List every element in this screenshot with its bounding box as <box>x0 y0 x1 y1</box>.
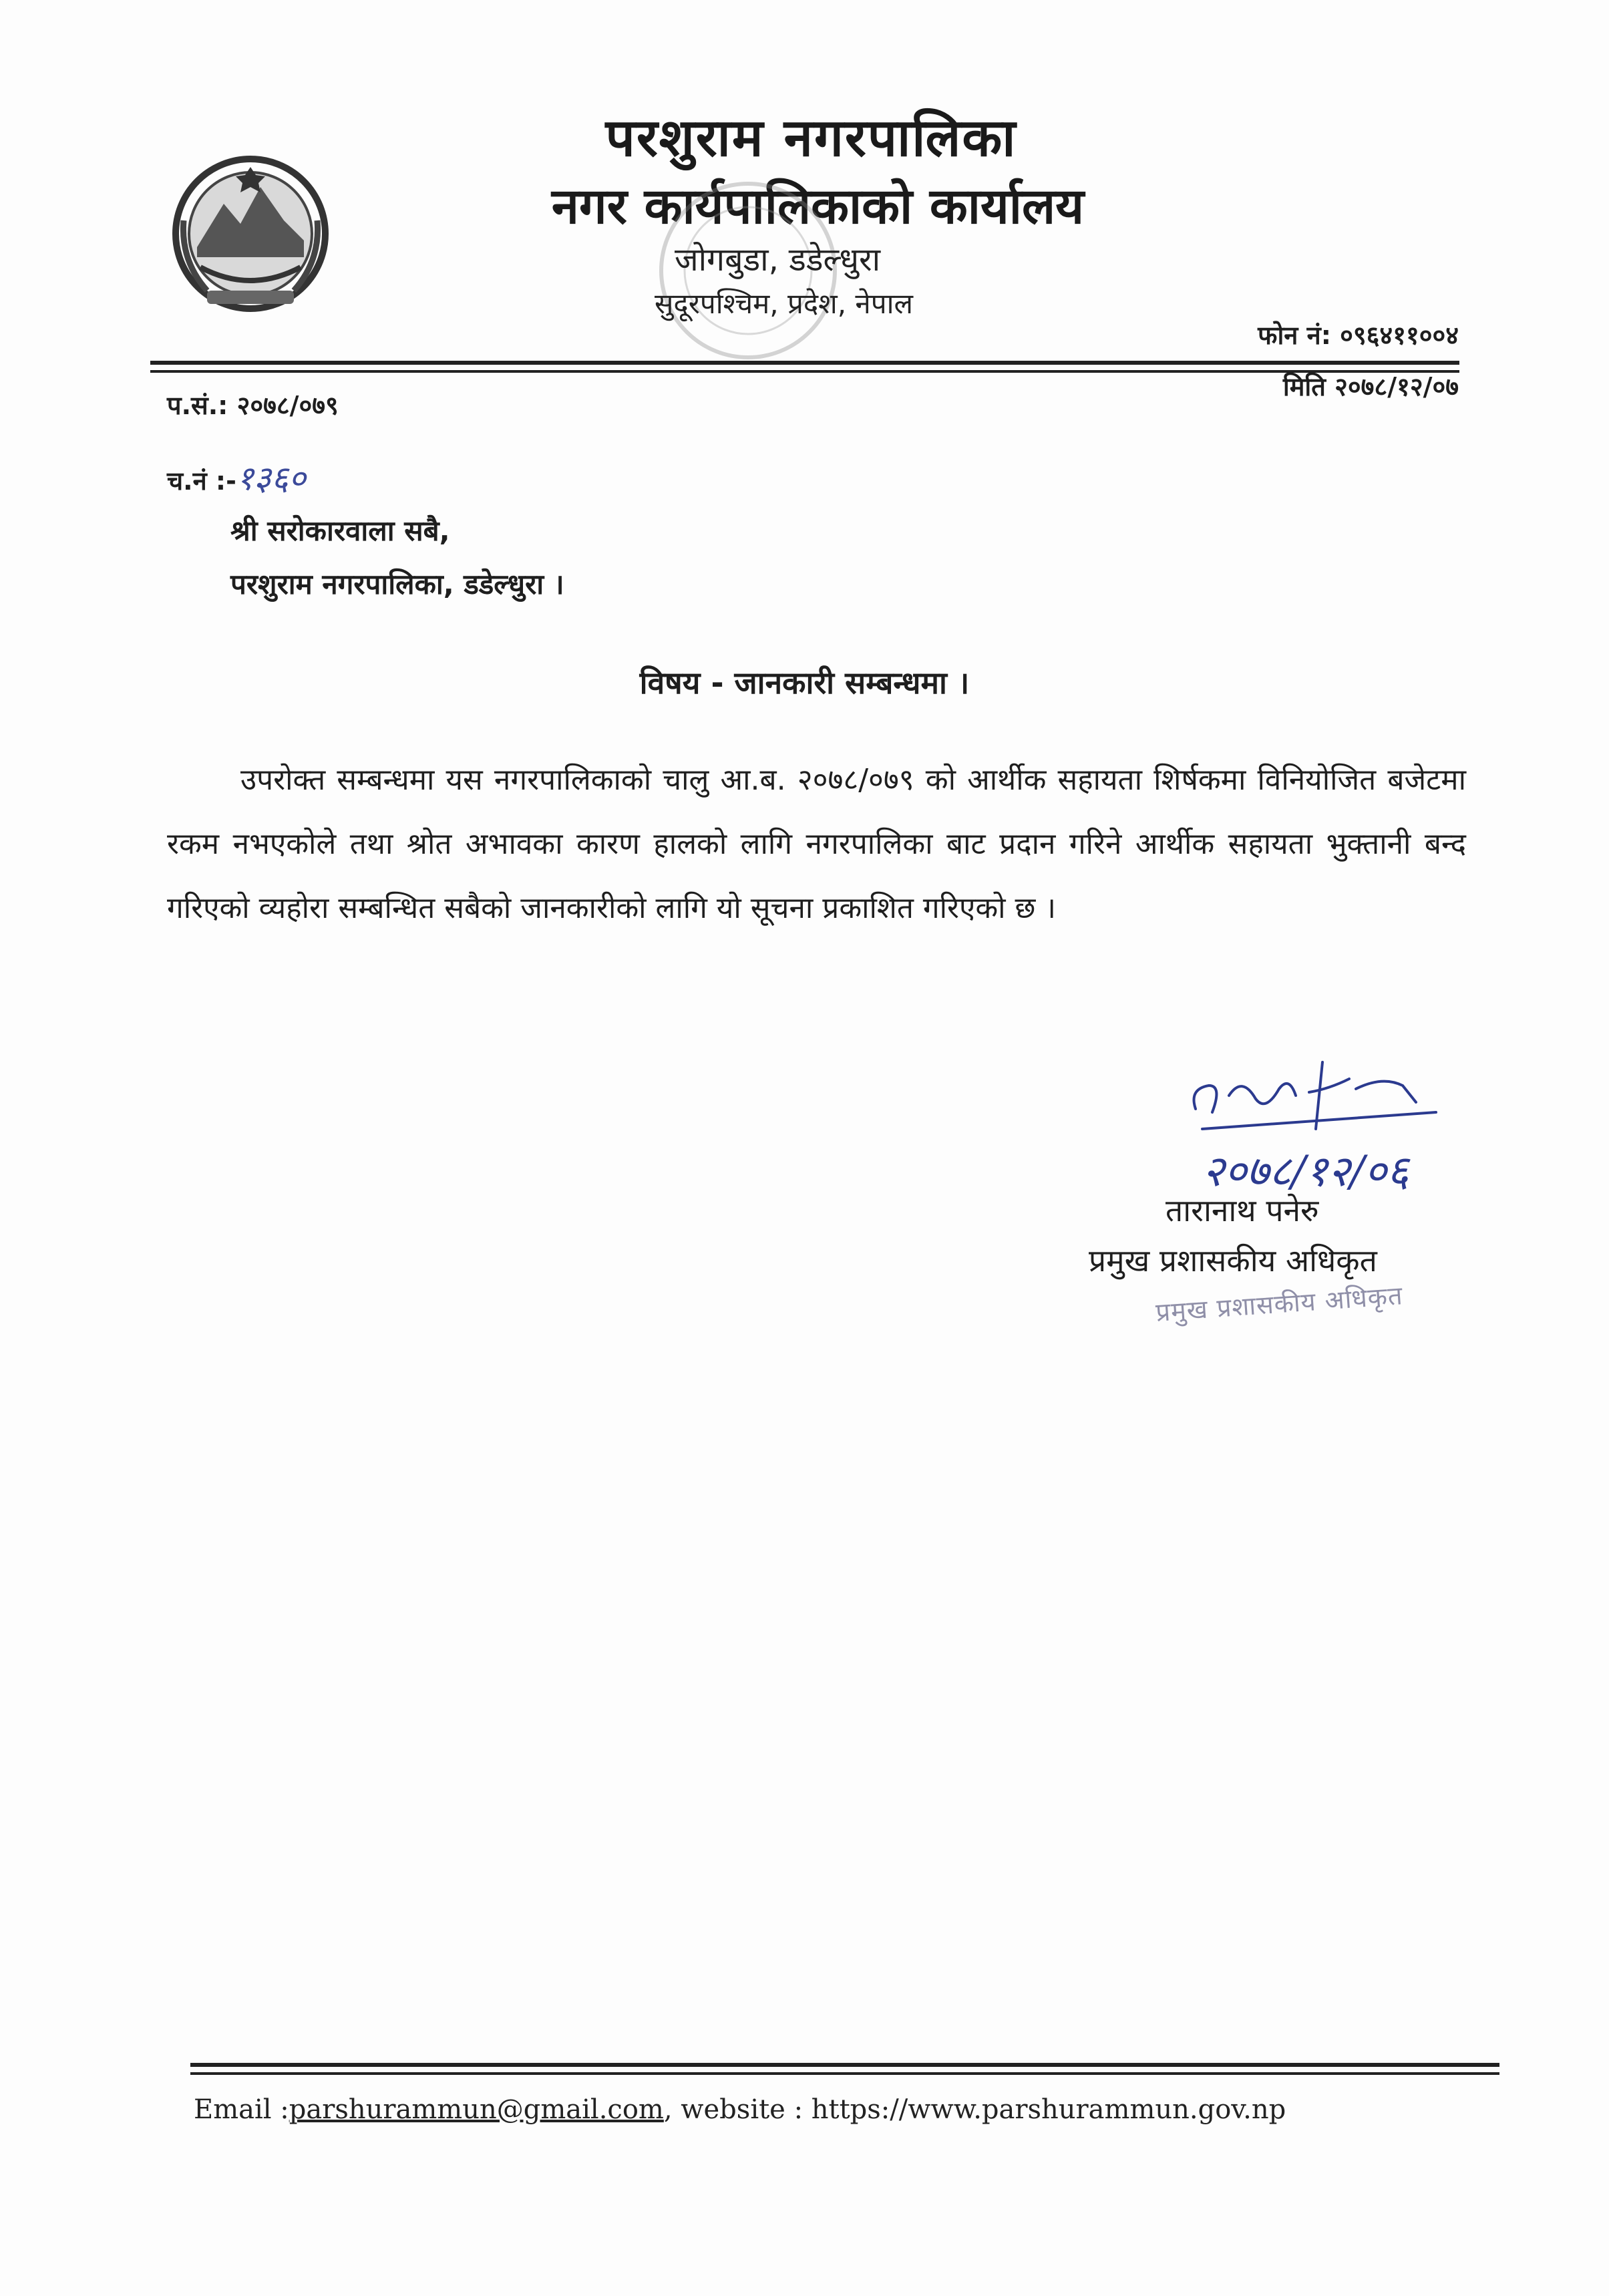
footer-divider <box>190 2063 1499 2075</box>
recipient-line-1: श्री सरोकारवाला सबै, <box>230 514 450 547</box>
signature <box>1182 1049 1469 1202</box>
letter-body: उपरोक्त सम्बन्धमा यस नगरपालिकाको चालु आ.ब. २०७८/०७९ को आर्थीक सहायता शिर्षकमा विनियोजित बजेटमा रकम नभएकोले तथा श्रोत अभावका कारण हालको लागि नगरपालिका बाट प्रदान गरिने आर्थीक सहायता भुक्तानी बन्द गरिएको व्यहोरा सम्बन्धित सबैको जानकारीको लागि यो सूचना प्रकाशित गरिएको छ । <box>167 763 1466 925</box>
signer-name: तारानाथ पनेरु <box>1166 1192 1319 1228</box>
reference-number: प.सं.: २०७८/०७९ <box>167 391 339 420</box>
footer-contact <box>194 2094 1286 2125</box>
email-link[interactable]: parshurammun@gmail.com <box>289 2094 664 2125</box>
dispatch-label: च.नं :- <box>167 466 236 496</box>
letter-subject: विषय - जानकारी सम्बन्धमा । <box>639 665 970 701</box>
header-divider <box>150 361 1459 373</box>
signer-title: प्रमुख प्रशासकीय अधिकृत <box>1089 1243 1377 1279</box>
organization-name: परशुराम नगरपालिका <box>605 108 1017 168</box>
website-text[interactable]: , website : https://www.parshurammun.gov.np <box>663 2094 1286 2125</box>
office-location: जोगबुडा, डडेल्धुरा <box>675 241 881 279</box>
office-province: सुदूरपश्चिम, प्रदेश, नेपाल <box>655 287 913 320</box>
phone-number: फोन नं: ०९६४११००४ <box>1258 321 1459 350</box>
dispatch-number-handwritten: १३६० <box>236 459 306 498</box>
recipient-line-2: परशुराम नगरपालिका, डडेल्धुरा । <box>230 568 564 601</box>
official-stamp: प्रमुख प्रशासकीय अधिकृत <box>1154 1281 1404 1327</box>
office-name: नगर कार्यपालिकाको कार्यालय <box>551 178 1085 235</box>
signature-date: २०७८/१२/०६ <box>1202 1147 1409 1196</box>
dispatch-number <box>167 454 306 500</box>
email-label: Email : <box>194 2094 289 2125</box>
letter-date: मिति २०७८/१२/०७ <box>1282 372 1459 401</box>
